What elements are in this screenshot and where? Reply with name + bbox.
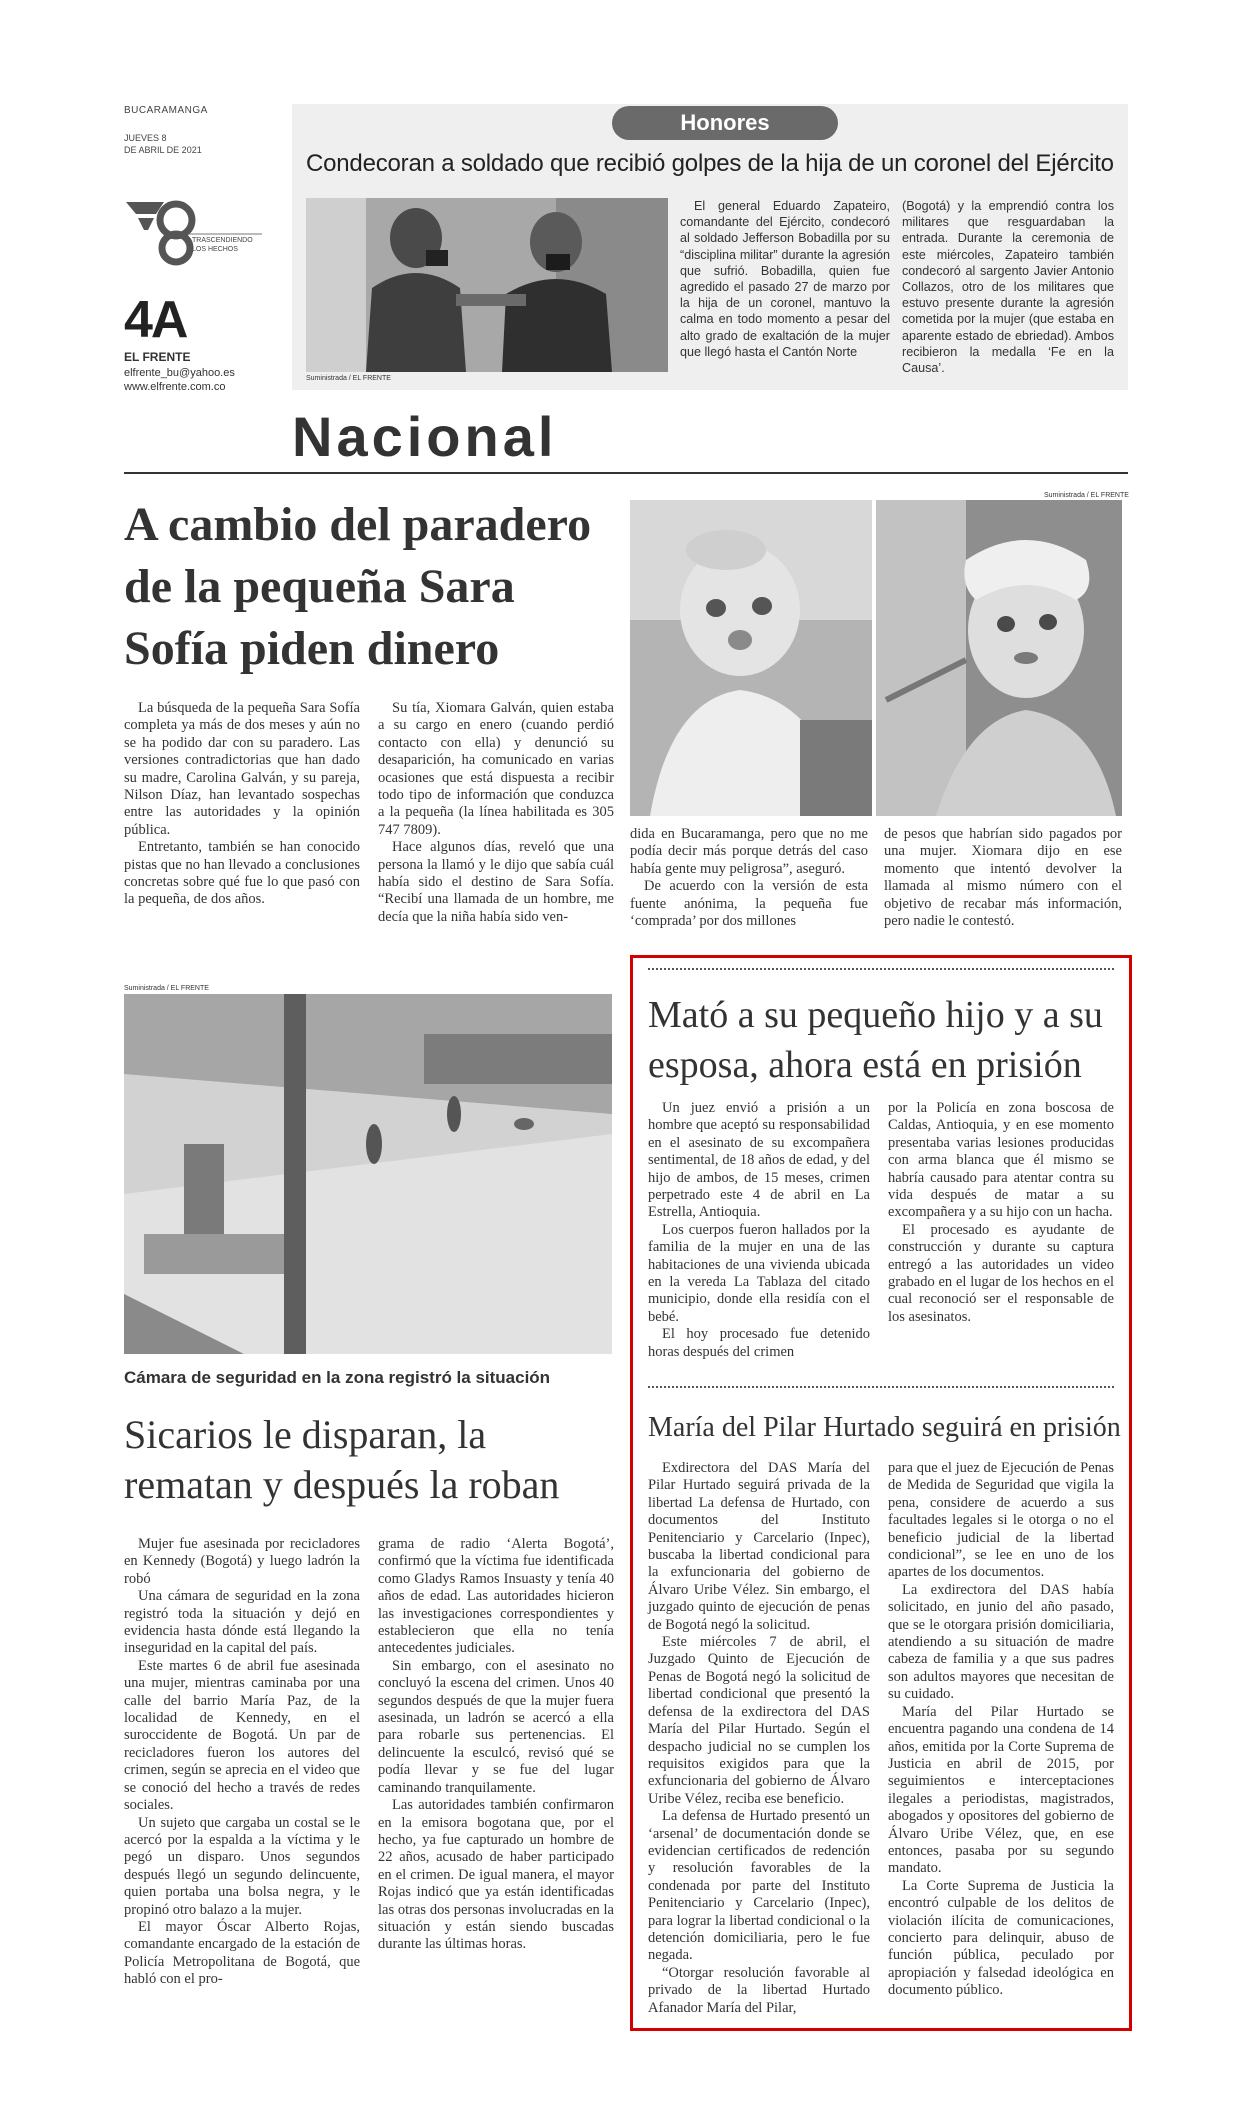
pilar-column-2 <box>888 1460 1114 2000</box>
mato-headline: Mató a su pequeño hijo y a su esposa, ahora está en prisión <box>648 994 1103 1086</box>
day-label: JUEVES 8 <box>124 132 167 143</box>
honores-paragraph: (Bogotá) y la emprendió contra los militares que resguardaban la entrada. Durante la ceremonia de este miércoles, Zapateiro también condecoró al sargento Javier Antonio Collazos, otro de los militares que estuvo presente durante la agresión cometida por la mujer (que estaba en aparente estado de ebriedad). Ambos recibieron la medalla ‘Fe en la Causa’. <box>902 199 1114 376</box>
honores-paragraph: El general Eduardo Zapateiro, comandante del Ejército, condecoró al soldado Jefferson Bobadilla por su “disciplina militar” durante la agresión que sufrió. Bobadilla, quien fue agredido el pasado 27 de marzo por la hija de un coronel, mantuvo la calma en todo momento a pesar del alto grado de exaltación de la mujer que llegó hasta el Cantón Norte <box>680 199 890 359</box>
pilar-paragraph: para que el juez de Ejecución de Penas de Medida de Seguridad que vigila la pena, considere de acuerdo a sus facultades legales si le otorga o no el beneficio judicial de la libertad condicional”, se lee en uno de los apartes de los documentos. <box>888 1460 1114 1581</box>
sara-photo-credit: Suministrada / EL FRENTE <box>1044 492 1129 499</box>
mato-paragraph: El hoy procesado fue detenido horas después del crimen <box>648 1326 870 1360</box>
sicarios-column-1 <box>124 1536 360 1989</box>
mato-column-2 <box>888 1100 1114 1326</box>
paper-contact <box>124 350 235 394</box>
paper-website: www.elfrente.com.co <box>124 380 226 393</box>
sicarios-photo-credit: Suministrada / EL FRENTE <box>124 985 209 992</box>
security-camera-photo <box>124 994 612 1354</box>
pilar-paragraph: Este miércoles 7 de abril, el Juzgado Quinto de Ejecución de Penas de Bogotá negó la solicitud de libertad condicional que presentó la defensa de la exdirectora del DAS María del Pilar Hurtado. Según el despacho judicial no se cumplen los requisitos exigidos para que la exfuncionaria del gobierno de Álvaro Uribe Vélez, reciba ese beneficio. <box>648 1634 870 1807</box>
date-label: DE ABRIL DE 2021 <box>124 144 202 155</box>
pilar-paragraph: “Otorgar resolución favorable al privado de la libertad Hurtado Afanador María del Pilar, <box>648 1964 870 2016</box>
pilar-column-1 <box>648 1460 870 2017</box>
sara-paragraph: La búsqueda de la pequeña Sara Sofía completa ya más de dos meses y aún no se ha podido dar con su paradero. Las versiones contradictorias que han dado su madre, Carolina Galván, y su pareja, Nilson Díaz, han levantado sospechas entre las autoridades y la opinión pública. <box>124 700 360 838</box>
sara-paragraph: de pesos que habrían sido pagados por una mujer. Xiomara dijo en ese momento que intentó devolver la llamada al mismo número con el objetivo de recabar más información, pero nadie le contestó. <box>884 826 1122 930</box>
paper-email: elfrente_bu@yahoo.es <box>124 366 235 379</box>
mato-paragraph: por la Policía en zona boscosa de Caldas, Antioquia, y en ese momento presentaba varias lesiones producidas con arma blanca que él mismo se habría causado para atentar contra su vida después de matar a su excompañera y a su hijo con un hacha. <box>888 1100 1114 1221</box>
sicarios-column-2 <box>378 1536 614 1954</box>
honores-headline: Condecoran a soldado que recibió golpes de la hija de un coronel del Ejército <box>306 150 1114 177</box>
section-title: Nacional <box>292 405 558 468</box>
top-divider <box>648 968 1114 970</box>
pilar-paragraph: La Corte Suprema de Justicia la encontró culpable de los delitos de violación ilícita de comunicaciones, concierto para delinquir, abuso de función pública, peculado por apropiación y falsedad ideológica en documento público. <box>888 1877 1114 1999</box>
sara-column-3 <box>630 826 868 930</box>
mato-column-1 <box>648 1100 870 1361</box>
pilar-paragraph: Exdirectora del DAS María del Pilar Hurtado seguirá privada de la libertad La defensa de Hurtado, con documentos del Instituto Penitenciario y Carcelario (Inpec), buscaba la libertad condicional para la exfuncionaria del gobierno de Álvaro Uribe Vélez. Sin embargo, el juzgado quinto de ejecución de penas de Bogotá negó la solicitud. <box>648 1460 870 1633</box>
city-label: BUCARAMANGA <box>124 105 208 116</box>
ceremony-photo <box>306 198 668 372</box>
sara-column-2 <box>378 700 614 926</box>
sicarios-photo-caption: Cámara de seguridad en la zona registró la situación <box>124 1368 551 1387</box>
pilar-paragraph: María del Pilar Hurtado se encuentra pagando una condena de 14 años, emitida por la Corte Suprema de Justicia en abril de 2015, por seguimientos e interceptaciones ilegales a periodistas, magistrados, abogados y opositores del gobierno de Álvaro Uribe Vélez, que, en ese entonces, pasaba por su segundo mandato. <box>888 1703 1114 1877</box>
logo-tagline-2: LOS HECHOS <box>192 246 238 253</box>
pilar-headline: María del Pilar Hurtado seguirá en prisión <box>648 1412 1121 1443</box>
section-rule <box>124 472 1128 474</box>
sara-paragraph: Entretanto, también se han conocido pistas que no han llevado a conclusiones concretas sobre qué fue lo que pasó con la pequeña, de dos años. <box>124 839 360 908</box>
masthead-dateline <box>124 104 208 156</box>
sara-photo-left <box>630 500 872 816</box>
sicarios-paragraph: Sin embargo, con el asesinato no concluyó la escena del crimen. Unos 40 segundos después de que la mujer fuera asesinada, un ladrón se acercó a ella para robarle sus pertenencias. El delincuente la esculcó, revisó qué se podía llevar y se fue del lugar caminando tranquilamente. <box>378 1657 614 1796</box>
sara-paragraph: De acuerdo con la versión de esta fuente anónima, la pequeña fue ‘comprada’ por dos millones <box>630 878 868 930</box>
article-divider <box>648 1386 1114 1388</box>
paper-name: EL FRENTE <box>124 350 191 364</box>
sicarios-paragraph: Mujer fue asesinada por recicladores en Kennedy (Bogotá) y luego ladrón la robó <box>124 1536 360 1587</box>
logo-tagline-1: TRASCENDIENDO <box>192 237 253 244</box>
sicarios-paragraph: Este martes 6 de abril fue asesinada una mujer, mientras caminaba por una calle del barrio María Paz, de la localidad de Kennedy, en el suroccidente de Bogotá. Un par de recicladores fueron los autores del crimen, según se aprecia en el video que se conoció del hecho a través de redes sociales. <box>124 1657 360 1814</box>
honores-column-1 <box>680 198 890 360</box>
mato-paragraph: Un juez envió a prisión a un hombre que aceptó su responsabilidad en el asesinato de su excompañera sentimental, de 18 años de edad, y del hijo de ambos, de 15 meses, crimen perpetrado este 4 de abril en La Estrella, Antioquia. <box>648 1100 870 1221</box>
sicarios-paragraph: El mayor Óscar Alberto Rojas, comandante encargado de la estación de Policía Metropolitana de Bogotá, que habló con el pro- <box>124 1918 360 1988</box>
honores-column-2 <box>902 198 1114 376</box>
newspaper-logo <box>124 196 264 266</box>
sara-photo-right <box>876 500 1122 816</box>
sara-column-1 <box>124 700 360 909</box>
sicarios-paragraph: Un sujeto que cargaba un costal se le acercó por la espalda a la víctima y le pegó un disparo. Unos segundos después llegó un segundo delincuente, quien portaba una bolsa negra, y le propinó otro balazo a la mujer. <box>124 1814 360 1918</box>
sara-paragraph: dida en Bucaramanga, pero que no me podía decir más porque detrás del caso había gente muy peligrosa”, aseguró. <box>630 826 868 877</box>
sara-headline: A cambio del paradero de la pequeña Sara Sofía piden dinero <box>124 498 592 675</box>
pilar-paragraph: La exdirectora del DAS había solicitado, en junio del año pasado, que se le otorgara prisión domiciliaria, atendiendo a su situación de madre cabeza de familia y a que sus padres son adultos mayores que necesitan de su cuidado. <box>888 1581 1114 1703</box>
honores-kicker: Honores <box>612 106 838 140</box>
honores-photo-credit: Suministrada / EL FRENTE <box>306 375 391 382</box>
sicarios-paragraph: Las autoridades también confirmaron en la emisora bogotana que, por el hecho, ya fue capturado un hombre de 22 años, acusado de haber participado en el crimen. De igual manera, el mayor Rojas indicó que ya están identificadas las otras dos personas involucradas en la situación y están siendo buscadas durante las últimas horas. <box>378 1797 614 1953</box>
mato-paragraph: El procesado es ayudante de construcción y durante su captura entregó a las autoridades un video grabado en el lugar de los hechos en el cual reconoció ser el responsable de los asesinatos. <box>888 1221 1114 1325</box>
pilar-paragraph: La defensa de Hurtado presentó un ‘arsenal’ de documentación donde se evidencian certificados de redención y resolución favorables de la condenada por parte del Instituto Penitenciario y Carcelario (Inpec), para lograr la libertad condicional o la detención domiciliaria, pero le fue negada. <box>648 1808 870 1964</box>
sicarios-paragraph: grama de radio ‘Alerta Bogotá’, confirmó que la víctima fue identificada como Gladys Ramos Insuasty y tenía 40 años de edad. Las autoridades hicieron las investigaciones correspondientes y establecieron que ella no tenía antecedentes judiciales. <box>378 1536 614 1657</box>
sicarios-paragraph: Una cámara de seguridad en la zona registró toda la situación y dejó en evidencia hasta dónde está llegando la inseguridad en la capital del país. <box>124 1588 360 1657</box>
sara-paragraph: Su tía, Xiomara Galván, quien estaba a su cargo en enero (cuando perdió contacto con ella) y denunció su desaparición, ha comunicado en varias ocasiones que está dispuesta a recibir todo tipo de información que conduzca a la pequeña (la línea habilitada es 305 747 7809). <box>378 700 614 838</box>
sara-column-4 <box>884 826 1122 930</box>
mato-paragraph: Los cuerpos fueron hallados por la familia de la mujer en una de las habitaciones de una vivienda ubicada en la vereda La Tablaza del citado municipio, donde ella residía con el bebé. <box>648 1221 870 1325</box>
sicarios-headline: Sicarios le disparan, la rematan y después la roban <box>124 1412 560 1507</box>
page-number: 4A <box>124 291 187 349</box>
sara-paragraph: Hace algunos días, reveló que una persona la llamó y le dijo que sabía cuál había sido el destino de Sara Sofía. “Recibí una llamada de un hombre, me decía que la niña había sido ven- <box>378 839 614 925</box>
